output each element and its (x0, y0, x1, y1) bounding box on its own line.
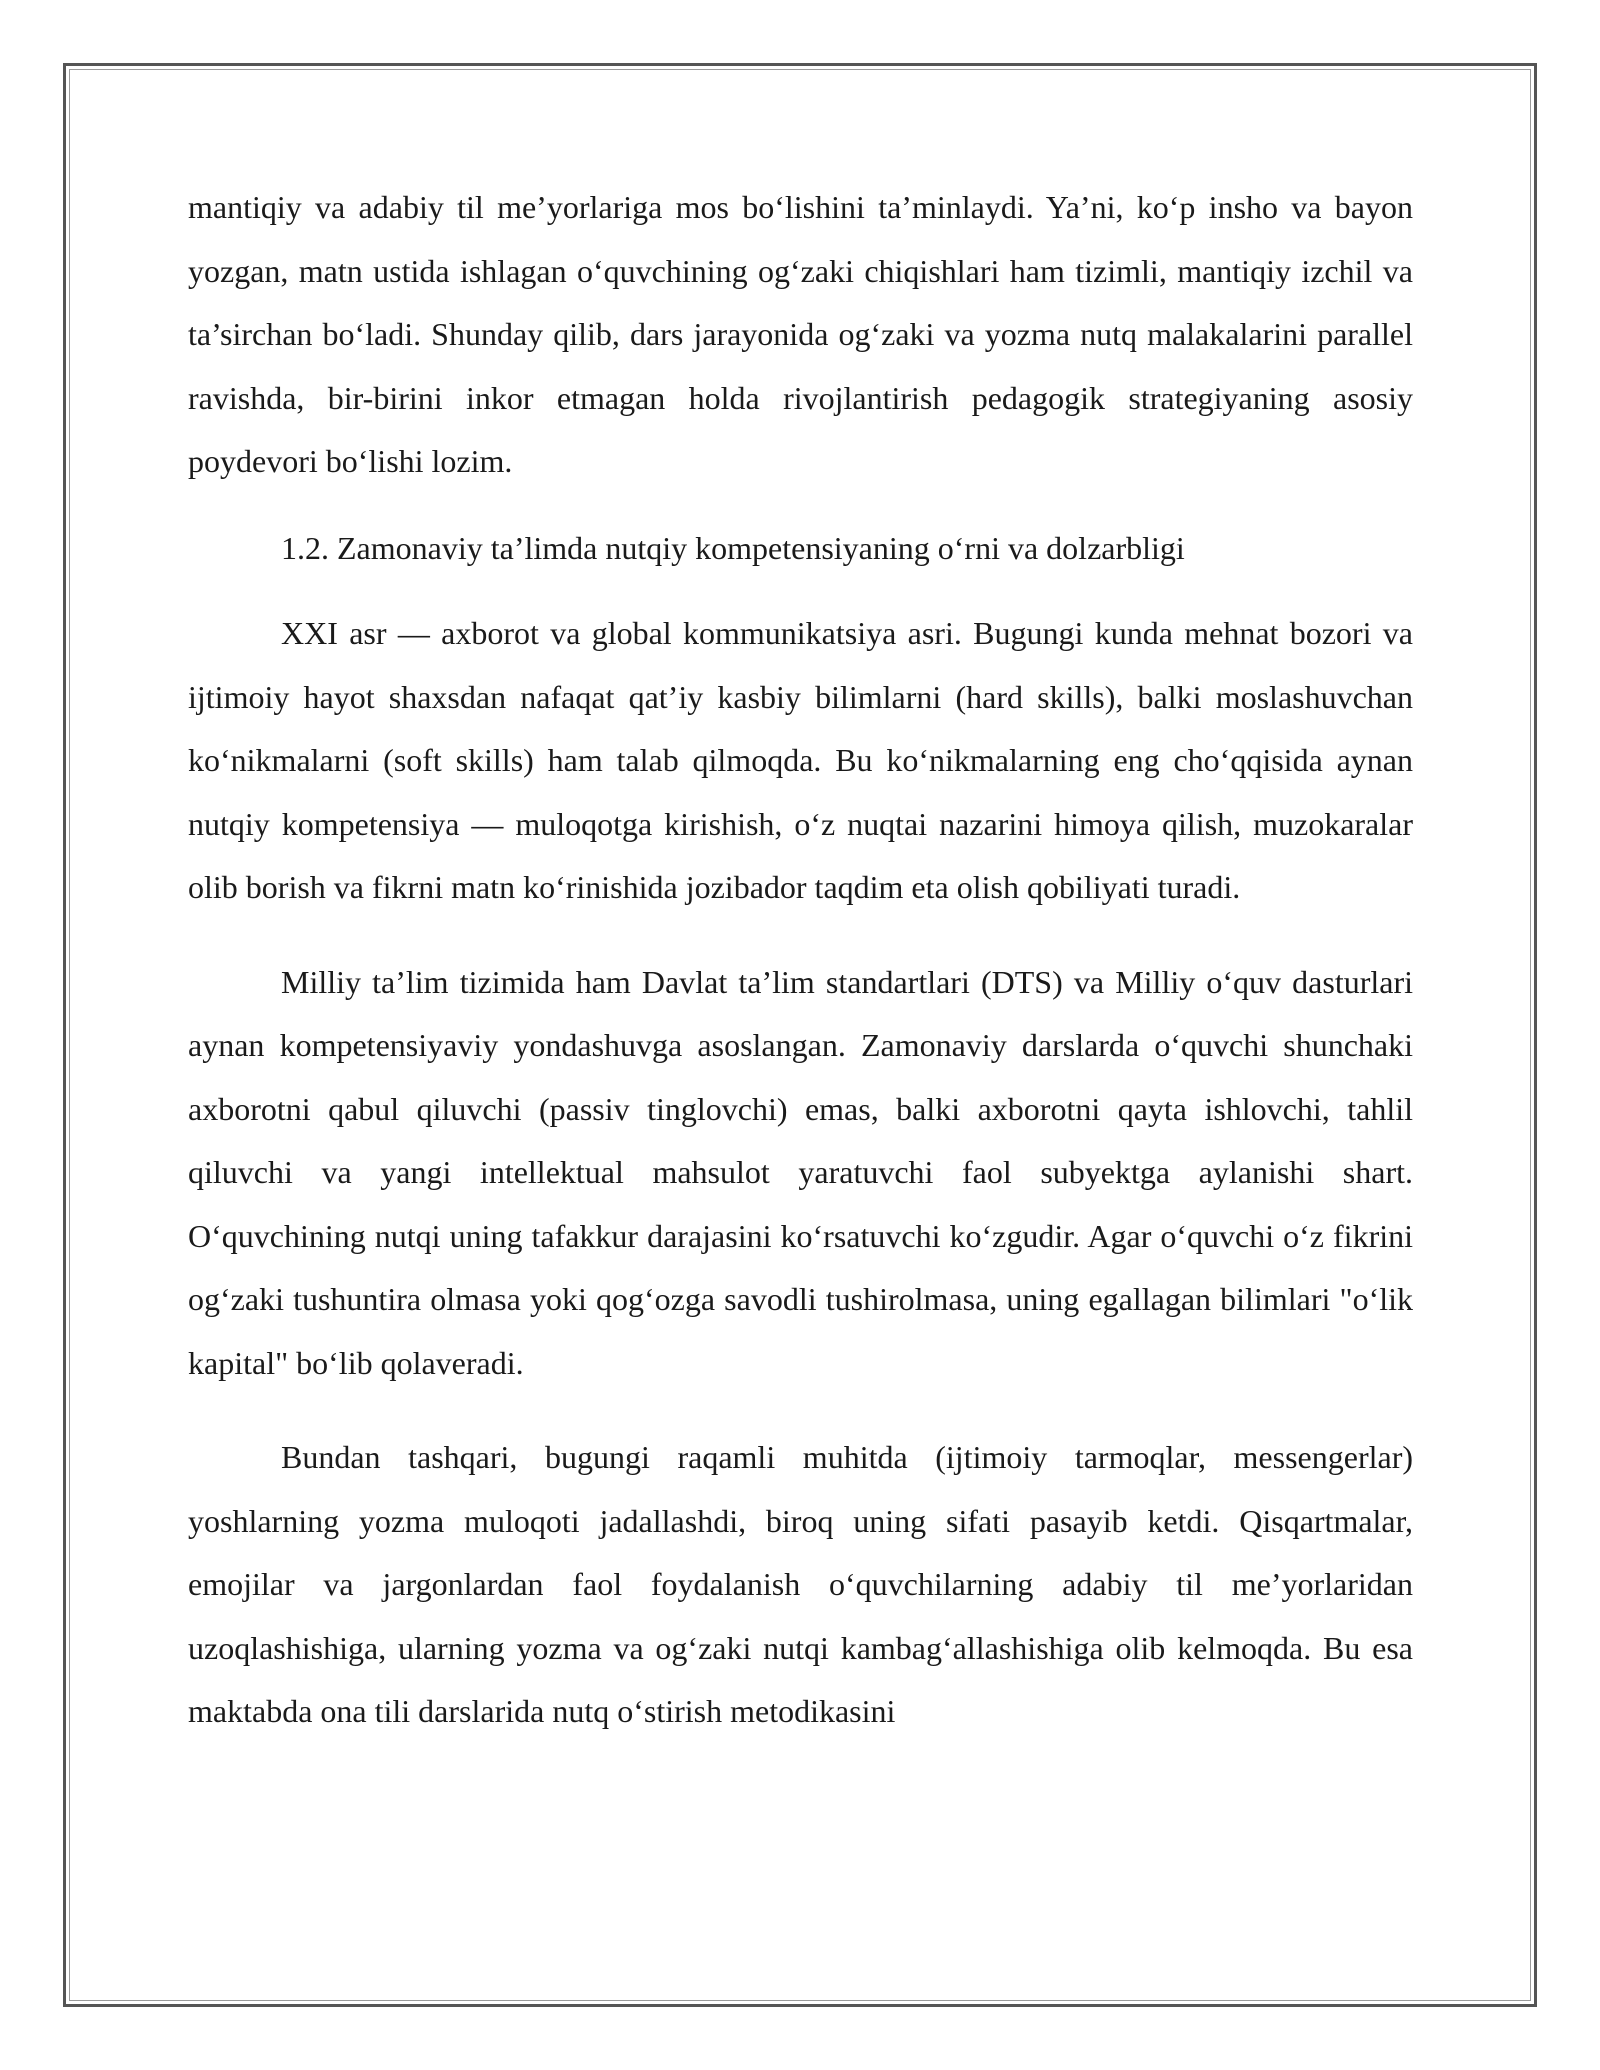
paragraph-3: Bundan tashqari, bugungi raqamli muhitda (ijtimoiy tarmoqlar, messengerlar) yoshlarning yozma muloqoti jadallashdi, biroq uning sifati pasayib ketdi. Qisqartmalar, emojilar va jargonlardan faol foydalanish o‘quvchilarning adabiy til me’yorlaridan uzoqlashishiga, ularning yozma va og‘zaki nutqi kambag‘allashishiga olib kelmoqda. Bu esa maktabda ona tili darslarida nutq o‘stirish metodikasini (188, 1439, 1413, 1729)
section-heading: 1.2. Zamonaviy ta’limda nutqiy kompetensiyaning o‘rni va dolzarbligi (281, 529, 1185, 566)
paragraph-2: Milliy ta’lim tizimida ham Davlat ta’lim standartlari (DTS) va Milliy o‘quv dasturlari aynan kompetensiyaviy yondashuvga asoslangan. Zamonaviy darslarda o‘quvchi shunchaki axborotni qabul qiluvchi (passiv tinglovchi) emas, balki axborotni qayta ishlovchi, tahlil qiluvchi va yangi intellektual mahsulot yaratuvchi faol subyektga aylanishi shart. O‘quvchining nutqi uning tafakkur darajasini ko‘rsatuvchi ko‘zgudir. Agar o‘quvchi o‘z fikrini og‘zaki tushuntira olmasa yoki qog‘ozga savodli tushirolmasa, uning egallagan bilimlari "o‘lik kapital" bo‘lib qolaveradi. (188, 963, 1413, 1381)
paragraph-1: XXI asr — axborot va global kommunikatsiya asri. Bugungi kunda mehnat bozori va ijtimoiy hayot shaxsdan nafaqat qat’iy kasbiy bilimlarni (hard skills), balki moslashuvchan ko‘nikmalarni (soft skills) ham talab qilmoqda. Bu ko‘nikmalarning eng cho‘qqisida aynan nutqiy kompetensiya — muloqotga kirishish, o‘z nuqtai nazarini himoya qilish, muzokaralar olib borish va fikrni matn ko‘rinishida jozibador taqdim eta olish qobiliyati turadi. (188, 615, 1413, 905)
document-body (188, 176, 1413, 1744)
continued-paragraph: mantiqiy va adabiy til me’yorlariga mos bo‘lishini ta’minlaydi. Ya’ni, ko‘p insho va bayon yozgan, matn ustida ishlagan o‘quvchining og‘zaki chiqishlari ham tizimli, mantiqiy izchil va ta’sirchan bo‘ladi. Shunday qilib, dars jarayonida og‘zaki va yozma nutq malakalarini parallel ravishda, bir-birini inkor etmagan holda rivojlantirish pedagogik strategiyaning asosiy poydevori bo‘lishi lozim. (188, 189, 1413, 479)
